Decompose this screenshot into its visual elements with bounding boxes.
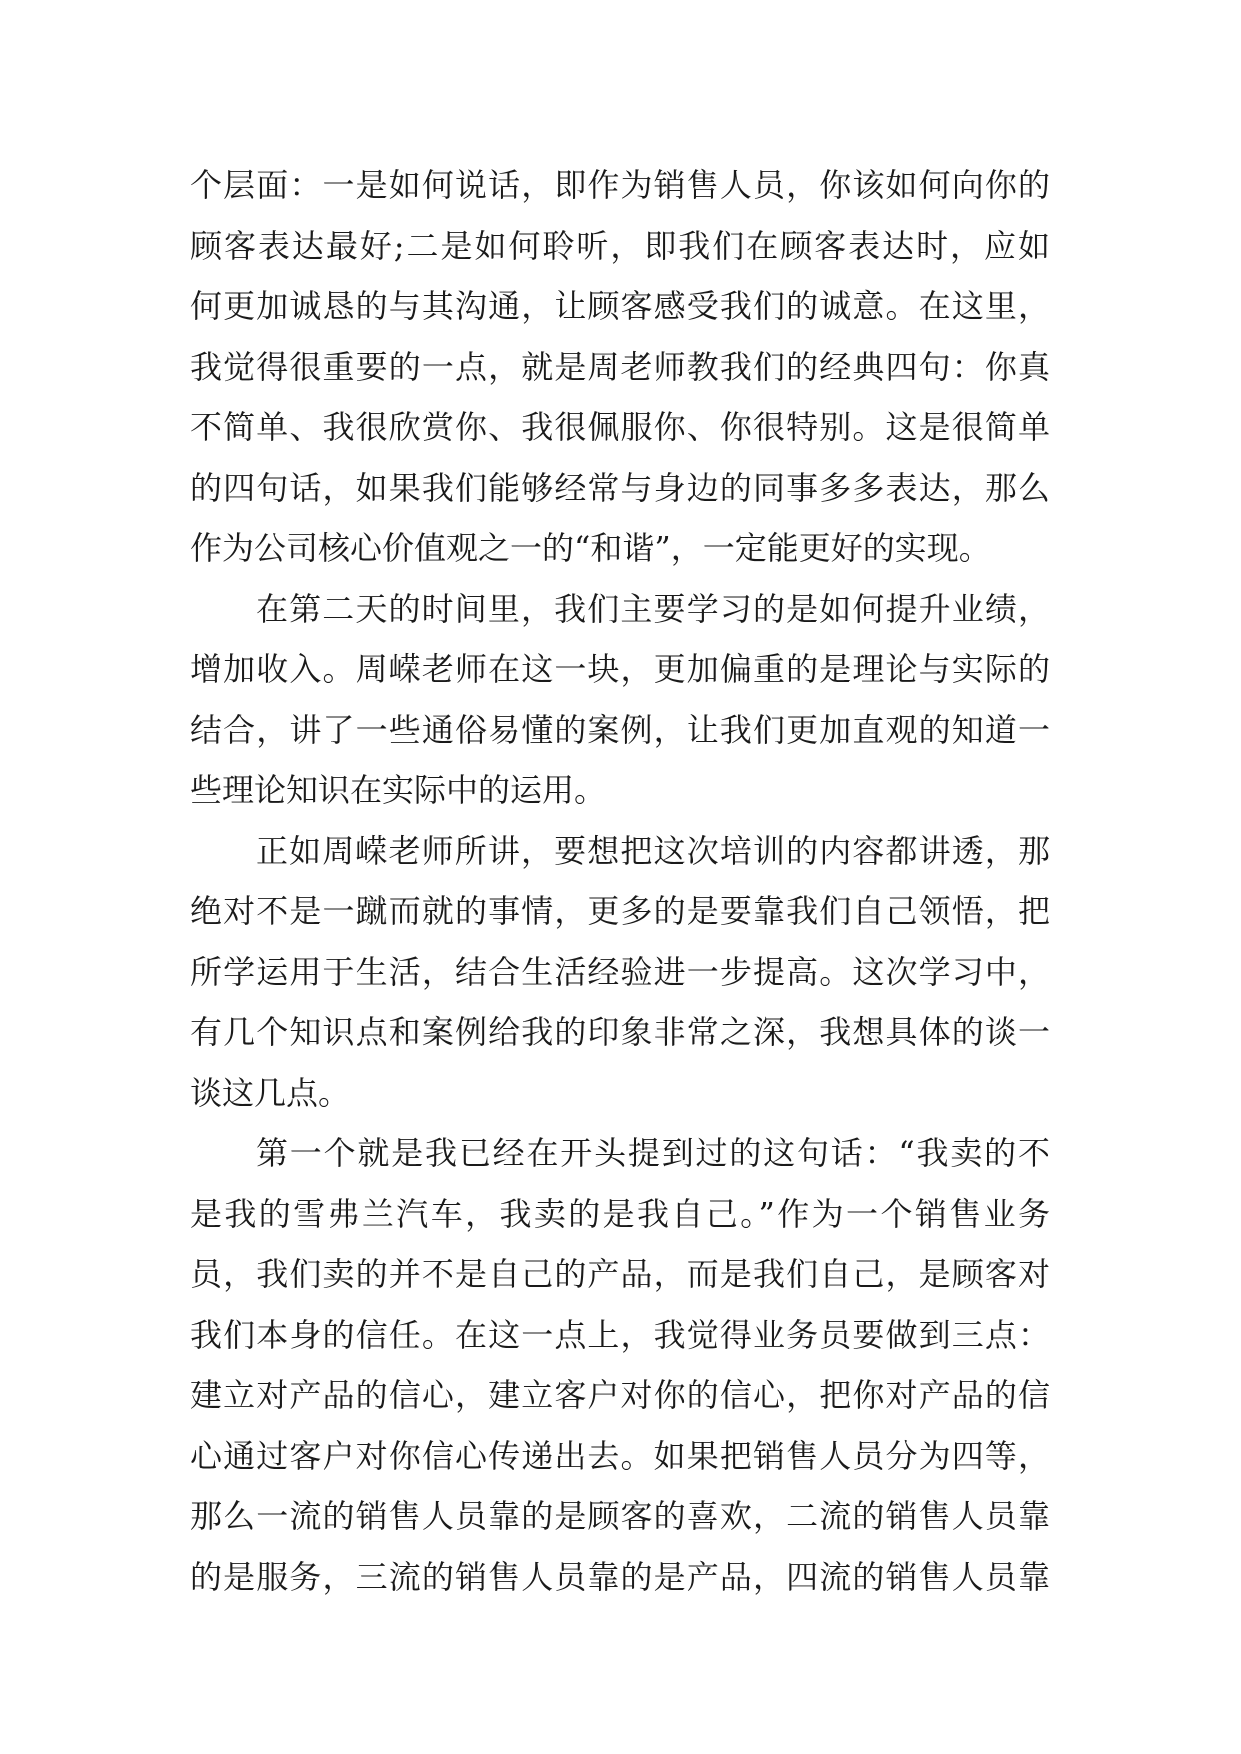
text-line: 的四句话，如果我们能够经常与身边的同事多多表达，那么	[190, 468, 1050, 507]
text-line: 不简单、我很欣赏你、我很佩服你、你很特别。这是很简单	[190, 408, 1050, 446]
text-line: 的是服务，三流的销售人员靠的是产品，四流的销售人员靠	[190, 1557, 1050, 1596]
text-line: 所学运用于生活，结合生活经验进一步提高。这次学习中，	[190, 952, 1050, 991]
text-line: 作为公司核心价值观之一的“和谐”，一定能更好的实现。	[190, 529, 991, 567]
text-line: 何更加诚恳的与其沟通，让顾客感受我们的诚意。在这里，	[190, 287, 1050, 325]
text-line: 绝对不是一蹴而就的事情，更多的是要靠我们自己领悟，把	[190, 892, 1050, 930]
text-line: 是我的雪弗兰汽车，我卖的是我自己。”作为一个销售业务	[190, 1194, 1050, 1233]
paragraph-first-line: 第一个就是我已经在开头提到过的这句话：“我卖的不	[256, 1134, 1050, 1172]
text-line: 有几个知识点和案例给我的印象非常之深，我想具体的谈一	[190, 1013, 1050, 1051]
text-line: 我们本身的信任。在这一点上，我觉得业务员要做到三点：	[190, 1315, 1050, 1354]
text-line: 员，我们卖的并不是自己的产品，而是我们自己，是顾客对	[190, 1255, 1050, 1293]
text-line: 顾客表达最好;二是如何聆听，即我们在顾客表达时，应如	[190, 226, 1050, 265]
document-body	[190, 155, 1050, 1607]
paragraph-first-line: 正如周嵘老师所讲，要想把这次培训的内容都讲透，那	[256, 831, 1050, 870]
text-line: 心通过客户对你信心传递出去。如果把销售人员分为四等，	[190, 1436, 1050, 1475]
text-line: 些理论知识在实际中的运用。	[190, 771, 607, 809]
text-line: 我觉得很重要的一点，就是周老师教我们的经典四句：你真	[190, 347, 1050, 386]
text-line: 结合，讲了一些通俗易懂的案例，让我们更加直观的知道一	[190, 710, 1050, 749]
text-line: 谈这几点。	[190, 1073, 351, 1112]
paragraph-first-line: 在第二天的时间里，我们主要学习的是如何提升业绩，	[256, 589, 1050, 628]
text-line: 增加收入。周嵘老师在这一块，更加偏重的是理论与实际的	[190, 650, 1050, 688]
text-line: 建立对产品的信心，建立客户对你的信心，把你对产品的信	[190, 1376, 1050, 1414]
text-line: 个层面：一是如何说话，即作为销售人员，你该如何向你的	[190, 166, 1050, 204]
text-line: 那么一流的销售人员靠的是顾客的喜欢，二流的销售人员靠	[190, 1497, 1050, 1535]
